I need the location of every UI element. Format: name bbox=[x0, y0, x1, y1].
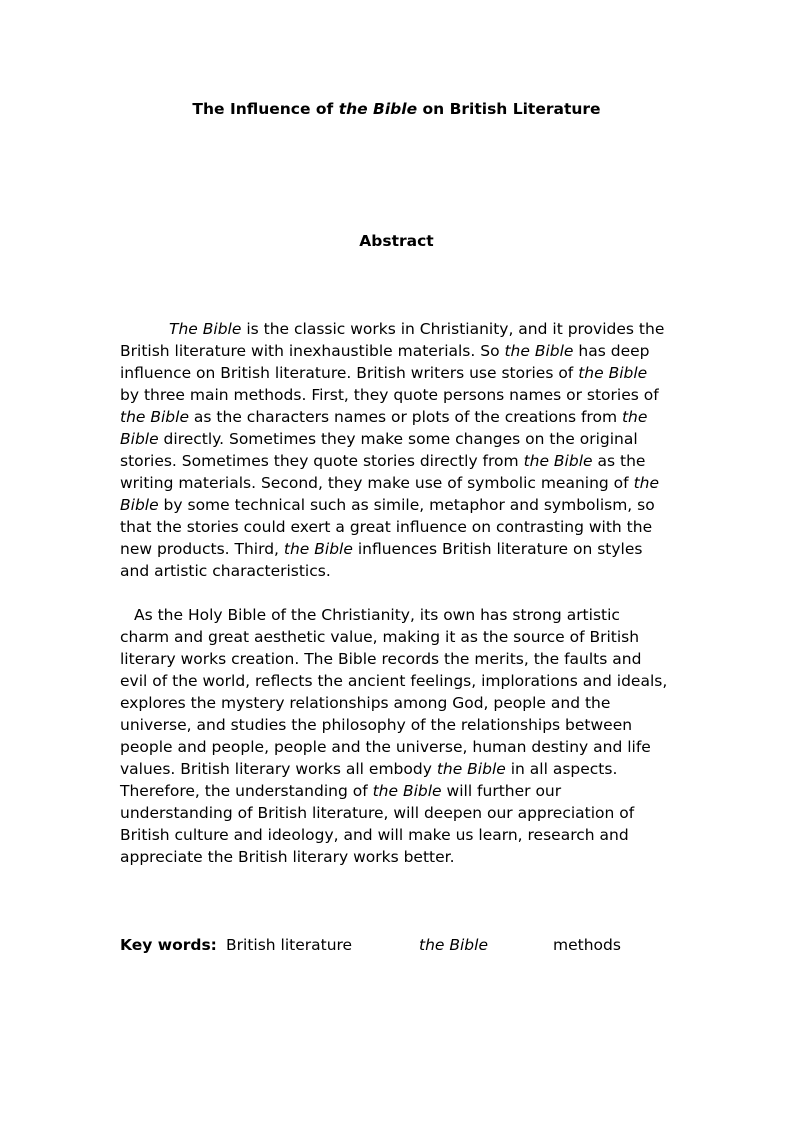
keyword-item: the Bible bbox=[419, 936, 488, 954]
text-run: evil of the world, reflects the ancient feelings, implorations and ideals, bbox=[120, 672, 668, 690]
text-line bbox=[120, 428, 676, 450]
text-line bbox=[120, 758, 676, 780]
text-line bbox=[120, 538, 676, 560]
text-run: As the Holy Bible of the Christianity, its own has strong artistic bbox=[134, 606, 620, 624]
text-line bbox=[120, 736, 676, 758]
text-run: is the classic works in Christianity, and it provides the bbox=[241, 320, 665, 338]
text-run: writing materials. Second, they make use of symbolic meaning of bbox=[120, 474, 634, 492]
text-run: by three main methods. First, they quote persons names or stories of bbox=[120, 386, 659, 404]
italic-text: the Bible bbox=[523, 452, 593, 470]
text-line bbox=[120, 450, 676, 472]
text-line bbox=[120, 846, 676, 868]
italic-text: the Bible bbox=[504, 342, 574, 360]
italic-text: the bbox=[621, 408, 648, 426]
keywords-label: Key words: bbox=[120, 936, 217, 954]
title-prefix: The Influence of bbox=[192, 100, 339, 118]
text-run: explores the mystery relationships among God, people and the bbox=[120, 694, 611, 712]
italic-text: The Bible bbox=[169, 320, 242, 338]
keywords-line bbox=[120, 934, 621, 956]
text-line bbox=[120, 494, 676, 516]
italic-text: the Bible bbox=[578, 364, 648, 382]
text-line bbox=[120, 560, 676, 582]
italic-text: the Bible bbox=[372, 782, 442, 800]
text-run: British culture and ideology, and will make us learn, research and bbox=[120, 826, 629, 844]
keyword-item: British literature bbox=[226, 936, 353, 954]
text-line bbox=[120, 824, 676, 846]
text-run: new products. Third, bbox=[120, 540, 284, 558]
text-run: has deep bbox=[573, 342, 650, 360]
text-run: and artistic characteristics. bbox=[120, 562, 331, 580]
text-run: values. British literary works all embody bbox=[120, 760, 437, 778]
abstract-heading: Abstract bbox=[359, 232, 434, 250]
title-suffix: on British Literature bbox=[417, 100, 601, 118]
text-line bbox=[120, 516, 676, 538]
text-line bbox=[120, 472, 676, 494]
text-run: British literature with inexhaustible materials. So bbox=[120, 342, 505, 360]
text-run: as the bbox=[592, 452, 646, 470]
text-run: will further our bbox=[441, 782, 562, 800]
italic-text: the Bible bbox=[436, 760, 506, 778]
text-line bbox=[120, 780, 676, 802]
italic-text: the bbox=[633, 474, 659, 492]
abstract-paragraph-2 bbox=[120, 604, 676, 868]
italic-text: Bible bbox=[120, 496, 159, 514]
text-run: literary works creation. The Bible records the merits, the faults and bbox=[120, 650, 642, 668]
text-run: influence on British literature. British writers use stories of bbox=[120, 364, 579, 382]
title-italic: the Bible bbox=[338, 100, 418, 118]
text-run: directly. Sometimes they make some changes on the original bbox=[158, 430, 638, 448]
text-line bbox=[120, 340, 676, 362]
text-line bbox=[120, 406, 676, 428]
text-line bbox=[120, 384, 676, 406]
text-run: appreciate the British literary works better. bbox=[120, 848, 455, 866]
italic-text: the Bible bbox=[283, 540, 353, 558]
text-run: influences British literature on styles bbox=[352, 540, 643, 558]
italic-text: Bible bbox=[120, 430, 159, 448]
text-line bbox=[120, 648, 676, 670]
text-run: by some technical such as simile, metaphor and symbolism, so bbox=[158, 496, 655, 514]
text-line bbox=[120, 604, 676, 626]
text-run: charm and great aesthetic value, making it as the source of British bbox=[120, 628, 640, 646]
abstract-paragraph-1 bbox=[120, 318, 676, 582]
text-line bbox=[120, 626, 676, 648]
text-run: universe, and studies the philosophy of the relationships between bbox=[120, 716, 633, 734]
text-run: that the stories could exert a great influence on contrasting with the bbox=[120, 518, 653, 536]
text-line bbox=[120, 362, 676, 384]
text-run: Therefore, the understanding of bbox=[120, 782, 373, 800]
text-line bbox=[120, 670, 676, 692]
text-line bbox=[120, 692, 676, 714]
text-line bbox=[120, 714, 676, 736]
keyword-item: methods bbox=[553, 936, 621, 954]
text-run: in all aspects. bbox=[505, 760, 618, 778]
text-run: stories. Sometimes they quote stories directly from bbox=[120, 452, 524, 470]
text-run: as the characters names or plots of the creations from bbox=[189, 408, 622, 426]
text-run: people and people, people and the universe, human destiny and life bbox=[120, 738, 651, 756]
text-run: understanding of British literature, will deepen our appreciation of bbox=[120, 804, 635, 822]
italic-text: the Bible bbox=[120, 408, 189, 426]
text-line bbox=[120, 318, 676, 340]
document-title bbox=[0, 99, 793, 119]
text-line bbox=[120, 802, 676, 824]
